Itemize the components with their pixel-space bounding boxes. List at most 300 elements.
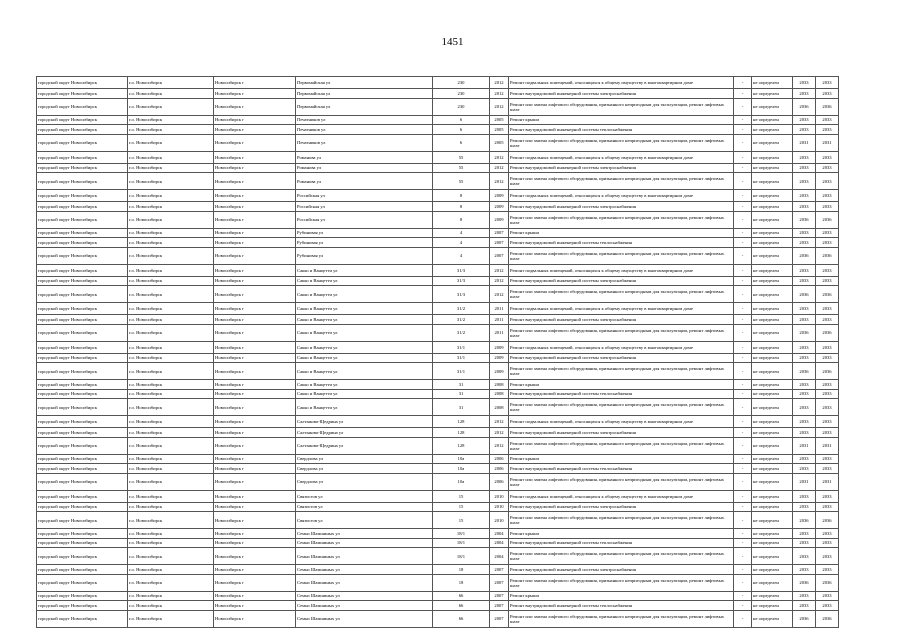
cell-work-type: Ремонт внутридомовой инженерной системы электроснабжения (509, 565, 734, 575)
table-row (37, 380, 839, 390)
cell-cost: не определен (752, 601, 793, 611)
cell-city: Новосибирск г (214, 211, 296, 228)
cell-build-year: 2012 (490, 173, 509, 190)
cell-house-number: 6 (433, 125, 490, 135)
cell-dash: - (734, 529, 752, 539)
cell-cost: не определен (752, 286, 793, 303)
cell-end-year: 2036 (816, 363, 839, 380)
cell-city: Новосибирск г (214, 389, 296, 399)
cell-plan-year: 2031 (793, 473, 816, 490)
cell-end-year: 2033 (816, 464, 839, 474)
cell-house-number: 15 (433, 512, 490, 529)
cell-dash: - (734, 380, 752, 390)
cell-work-type: Ремонт подвальных помещений, относящихся к общему имуществу в многоквартирном доме (509, 151, 734, 163)
cell-settlement: г.о. Новосибирск (128, 363, 214, 380)
table-row (37, 303, 839, 315)
cell-settlement: г.о. Новосибирск (128, 247, 214, 264)
cell-house-number: 6 (433, 134, 490, 151)
cell-cost: не определен (752, 512, 793, 529)
cell-dash: - (734, 315, 752, 325)
cell-dash: - (734, 286, 752, 303)
cell-cost: не определен (752, 565, 793, 575)
cell-city: Новосибирск г (214, 276, 296, 286)
cell-settlement: г.о. Новосибирск (128, 115, 214, 125)
cell-house-number: 55 (433, 173, 490, 190)
cell-house-number: 31/3 (433, 264, 490, 276)
cell-district: городской округ Новосибирск (37, 454, 128, 464)
cell-end-year: 2031 (816, 134, 839, 151)
cell-build-year: 2004 (490, 529, 509, 539)
cell-plan-year: 2033 (793, 529, 816, 539)
cell-city: Новосибирск г (214, 502, 296, 512)
cell-district: городской округ Новосибирск (37, 125, 128, 135)
table-row (37, 286, 839, 303)
cell-district: городской округ Новосибирск (37, 238, 128, 248)
cell-work-type: Ремонт внутридомовой инженерной системы электроснабжения (509, 202, 734, 212)
table-row (37, 228, 839, 238)
cell-work-type: Ремонт внутридомовой инженерной системы теплоснабжения (509, 601, 734, 611)
cell-district: городской округ Новосибирск (37, 276, 128, 286)
table-row (37, 416, 839, 428)
cell-city: Новосибирск г (214, 115, 296, 125)
cell-end-year: 2033 (816, 341, 839, 353)
cell-plan-year: 2033 (793, 601, 816, 611)
cell-settlement: г.о. Новосибирск (128, 502, 214, 512)
cell-street: Связистов ул (296, 512, 433, 529)
cell-street: Семьи Шамшиных ул (296, 574, 433, 591)
cell-cost: не определен (752, 454, 793, 464)
cell-end-year: 2033 (816, 264, 839, 276)
cell-end-year: 2033 (816, 151, 839, 163)
cell-district: городской округ Новосибирск (37, 591, 128, 601)
cell-build-year: 2004 (490, 538, 509, 548)
cell-plan-year: 2033 (793, 341, 816, 353)
cell-house-number: 18/1 (433, 538, 490, 548)
cell-street: Сакко и Ванцетти ул (296, 389, 433, 399)
cell-house-number: 10а (433, 464, 490, 474)
cell-street: Салтыкова-Щедрина ул (296, 428, 433, 438)
cell-dash: - (734, 151, 752, 163)
cell-district: городской округ Новосибирск (37, 389, 128, 399)
cell-district: городской округ Новосибирск (37, 163, 128, 173)
cell-build-year: 2005 (490, 134, 509, 151)
cell-settlement: г.о. Новосибирск (128, 134, 214, 151)
cell-cost: не определен (752, 211, 793, 228)
cell-cost: не определен (752, 428, 793, 438)
table-row (37, 264, 839, 276)
cell-district: городской округ Новосибирск (37, 151, 128, 163)
cell-dash: - (734, 134, 752, 151)
cell-city: Новосибирск г (214, 574, 296, 591)
cell-build-year: 2010 (490, 490, 509, 502)
cell-plan-year: 2033 (793, 502, 816, 512)
cell-settlement: г.о. Новосибирск (128, 512, 214, 529)
cell-house-number: 31 (433, 380, 490, 390)
cell-street: Сакко и Ванцетти ул (296, 353, 433, 363)
cell-city: Новосибирск г (214, 610, 296, 627)
cell-house-number: 18 (433, 565, 490, 575)
cell-work-type: Ремонт или замена лифтового оборудования, признанного непригодным для эксплуатации, ремонт лифтовых шахт (509, 437, 734, 454)
cell-dash: - (734, 173, 752, 190)
cell-work-type: Ремонт подвальных помещений, относящихся к общему имуществу в многоквартирном доме (509, 264, 734, 276)
cell-city: Новосибирск г (214, 548, 296, 565)
cell-district: городской округ Новосибирск (37, 353, 128, 363)
cell-district: городской округ Новосибирск (37, 315, 128, 325)
table-row (37, 548, 839, 565)
cell-city: Новосибирск г (214, 454, 296, 464)
cell-district: городской округ Новосибирск (37, 380, 128, 390)
cell-end-year: 2033 (816, 454, 839, 464)
cell-settlement: г.о. Новосибирск (128, 303, 214, 315)
cell-build-year: 2004 (490, 548, 509, 565)
cell-build-year: 2012 (490, 264, 509, 276)
cell-street: Салтыкова-Щедрина ул (296, 437, 433, 454)
cell-end-year: 2036 (816, 286, 839, 303)
cell-dash: - (734, 341, 752, 353)
cell-house-number: 31/3 (433, 276, 490, 286)
cell-settlement: г.о. Новосибирск (128, 437, 214, 454)
cell-end-year: 2033 (816, 502, 839, 512)
cell-house-number: 15 (433, 490, 490, 502)
cell-settlement: г.о. Новосибирск (128, 190, 214, 202)
cell-dash: - (734, 125, 752, 135)
cell-city: Новосибирск г (214, 125, 296, 135)
cell-end-year: 2033 (816, 276, 839, 286)
cell-cost: не определен (752, 77, 793, 89)
cell-dash: - (734, 77, 752, 89)
cell-work-type: Ремонт внутридомовой инженерной системы электроснабжения (509, 428, 734, 438)
cell-build-year: 2005 (490, 115, 509, 125)
cell-end-year: 2033 (816, 389, 839, 399)
table-row (37, 574, 839, 591)
table-row (37, 238, 839, 248)
cell-cost: не определен (752, 163, 793, 173)
page-number: 1451 (441, 36, 464, 48)
cell-end-year: 2033 (816, 565, 839, 575)
cell-dash: - (734, 247, 752, 264)
cell-work-type: Ремонт крыши (509, 115, 734, 125)
cell-build-year: 2010 (490, 502, 509, 512)
cell-city: Новосибирск г (214, 247, 296, 264)
cell-cost: не определен (752, 437, 793, 454)
cell-district: городской округ Новосибирск (37, 437, 128, 454)
cell-cost: не определен (752, 115, 793, 125)
cell-plan-year: 2036 (793, 211, 816, 228)
cell-end-year: 2036 (816, 211, 839, 228)
cell-street: Свердлова ул (296, 473, 433, 490)
cell-work-type: Ремонт крыши (509, 454, 734, 464)
cell-city: Новосибирск г (214, 315, 296, 325)
cell-work-type: Ремонт крыши (509, 228, 734, 238)
cell-build-year: 2012 (490, 163, 509, 173)
cell-cost: не определен (752, 89, 793, 99)
cell-district: городской округ Новосибирск (37, 610, 128, 627)
cell-house-number: 31 (433, 399, 490, 416)
cell-city: Новосибирск г (214, 601, 296, 611)
cell-settlement: г.о. Новосибирск (128, 202, 214, 212)
cell-street: Романова ул (296, 163, 433, 173)
cell-street: Семьи Шамшиных ул (296, 610, 433, 627)
cell-street: Первомайская ул (296, 89, 433, 99)
cell-settlement: г.о. Новосибирск (128, 315, 214, 325)
cell-city: Новосибирск г (214, 353, 296, 363)
cell-build-year: 2006 (490, 473, 509, 490)
cell-work-type: Ремонт или замена лифтового оборудования, признанного непригодным для эксплуатации, ремонт лифтовых шахт (509, 247, 734, 264)
cell-house-number: 66 (433, 591, 490, 601)
table-row (37, 163, 839, 173)
cell-city: Новосибирск г (214, 380, 296, 390)
table-row (37, 151, 839, 163)
cell-work-type: Ремонт внутридомовой инженерной системы электроснабжения (509, 502, 734, 512)
cell-dash: - (734, 473, 752, 490)
cell-settlement: г.о. Новосибирск (128, 264, 214, 276)
cell-dash: - (734, 303, 752, 315)
cell-settlement: г.о. Новосибирск (128, 454, 214, 464)
cell-dash: - (734, 353, 752, 363)
cell-dash: - (734, 610, 752, 627)
cell-street: Связистов ул (296, 490, 433, 502)
cell-build-year: 2012 (490, 276, 509, 286)
cell-city: Новосибирск г (214, 565, 296, 575)
cell-dash: - (734, 437, 752, 454)
cell-settlement: г.о. Новосибирск (128, 464, 214, 474)
cell-dash: - (734, 389, 752, 399)
cell-build-year: 2007 (490, 610, 509, 627)
cell-street: Первомайская ул (296, 77, 433, 89)
cell-street: Семьи Шамшиных ул (296, 538, 433, 548)
cell-plan-year: 2033 (793, 389, 816, 399)
cell-house-number: 15 (433, 502, 490, 512)
cell-district: городской округ Новосибирск (37, 341, 128, 353)
cell-work-type: Ремонт или замена лифтового оборудования, признанного непригодным для эксплуатации, ремонт лифтовых шахт (509, 399, 734, 416)
cell-cost: не определен (752, 529, 793, 539)
table-row (37, 490, 839, 502)
cell-plan-year: 2033 (793, 163, 816, 173)
table-row (37, 276, 839, 286)
cell-end-year: 2031 (816, 473, 839, 490)
cell-plan-year: 2033 (793, 228, 816, 238)
cell-house-number: 230 (433, 89, 490, 99)
cell-build-year: 2011 (490, 324, 509, 341)
cell-settlement: г.о. Новосибирск (128, 610, 214, 627)
cell-work-type: Ремонт внутридомовой инженерной системы теплоснабжения (509, 238, 734, 248)
table-row (37, 538, 839, 548)
cell-settlement: г.о. Новосибирск (128, 341, 214, 353)
cell-build-year: 2012 (490, 77, 509, 89)
cell-house-number: 55 (433, 163, 490, 173)
cell-end-year: 2033 (816, 399, 839, 416)
cell-end-year: 2033 (816, 416, 839, 428)
cell-street: Печатников ул (296, 134, 433, 151)
cell-build-year: 2012 (490, 286, 509, 303)
cell-street: Российская ул (296, 190, 433, 202)
cell-district: городской округ Новосибирск (37, 228, 128, 238)
cell-build-year: 2012 (490, 437, 509, 454)
cell-dash: - (734, 399, 752, 416)
cell-district: городской округ Новосибирск (37, 202, 128, 212)
cell-cost: не определен (752, 490, 793, 502)
cell-plan-year: 2033 (793, 353, 816, 363)
cell-end-year: 2033 (816, 303, 839, 315)
cell-cost: не определен (752, 399, 793, 416)
cell-cost: не определен (752, 363, 793, 380)
cell-plan-year: 2033 (793, 428, 816, 438)
cell-cost: не определен (752, 574, 793, 591)
cell-district: городской округ Новосибирск (37, 363, 128, 380)
cell-dash: - (734, 574, 752, 591)
cell-end-year: 2033 (816, 490, 839, 502)
cell-district: городской округ Новосибирск (37, 264, 128, 276)
cell-city: Новосибирск г (214, 286, 296, 303)
table-row (37, 353, 839, 363)
table-row (37, 428, 839, 438)
cell-work-type: Ремонт крыши (509, 529, 734, 539)
cell-city: Новосибирск г (214, 529, 296, 539)
cell-street: Печатников ул (296, 125, 433, 135)
table-row (37, 389, 839, 399)
cell-dash: - (734, 211, 752, 228)
cell-work-type: Ремонт внутридомовой инженерной системы теплоснабжения (509, 538, 734, 548)
cell-build-year: 2012 (490, 428, 509, 438)
cell-city: Новосибирск г (214, 190, 296, 202)
table-row (37, 115, 839, 125)
cell-end-year: 2033 (816, 77, 839, 89)
cell-build-year: 2006 (490, 454, 509, 464)
cell-house-number: 18 (433, 574, 490, 591)
cell-city: Новосибирск г (214, 77, 296, 89)
cell-end-year: 2033 (816, 591, 839, 601)
cell-settlement: г.о. Новосибирск (128, 538, 214, 548)
cell-work-type: Ремонт или замена лифтового оборудования, признанного непригодным для эксплуатации, ремонт лифтовых шахт (509, 548, 734, 565)
cell-street: Свердлова ул (296, 454, 433, 464)
cell-cost: не определен (752, 151, 793, 163)
cell-end-year: 2033 (816, 238, 839, 248)
table-row (37, 125, 839, 135)
cell-cost: не определен (752, 98, 793, 115)
cell-work-type: Ремонт крыши (509, 591, 734, 601)
cell-street: Сакко и Ванцетти ул (296, 264, 433, 276)
cell-work-type: Ремонт подвальных помещений, относящихся к общему имуществу в многоквартирном доме (509, 490, 734, 502)
cell-dash: - (734, 565, 752, 575)
cell-district: городской округ Новосибирск (37, 173, 128, 190)
cell-settlement: г.о. Новосибирск (128, 77, 214, 89)
cell-end-year: 2033 (816, 428, 839, 438)
cell-street: Романова ул (296, 151, 433, 163)
table-row (37, 324, 839, 341)
cell-cost: не определен (752, 341, 793, 353)
table-row (37, 202, 839, 212)
cell-build-year: 2010 (490, 512, 509, 529)
cell-district: городской округ Новосибирск (37, 464, 128, 474)
cell-city: Новосибирск г (214, 303, 296, 315)
table-row (37, 437, 839, 454)
cell-end-year: 2033 (816, 548, 839, 565)
table-row (37, 601, 839, 611)
cell-end-year: 2036 (816, 324, 839, 341)
cell-end-year: 2033 (816, 353, 839, 363)
table-row (37, 502, 839, 512)
cell-settlement: г.о. Новосибирск (128, 399, 214, 416)
cell-dash: - (734, 464, 752, 474)
cell-work-type: Ремонт или замена лифтового оборудования, признанного непригодным для эксплуатации, ремонт лифтовых шахт (509, 574, 734, 591)
cell-plan-year: 2033 (793, 202, 816, 212)
cell-district: городской округ Новосибирск (37, 512, 128, 529)
cell-cost: не определен (752, 538, 793, 548)
cell-plan-year: 2033 (793, 591, 816, 601)
cell-work-type: Ремонт внутридомовой инженерной системы теплоснабжения (509, 389, 734, 399)
cell-plan-year: 2036 (793, 98, 816, 115)
cell-build-year: 2007 (490, 565, 509, 575)
cell-dash: - (734, 324, 752, 341)
table-row (37, 77, 839, 89)
cell-end-year: 2033 (816, 115, 839, 125)
cell-dash: - (734, 363, 752, 380)
cell-house-number: 31/1 (433, 363, 490, 380)
cell-settlement: г.о. Новосибирск (128, 324, 214, 341)
cell-dash: - (734, 416, 752, 428)
cell-street: Свердлова ул (296, 464, 433, 474)
cell-city: Новосибирск г (214, 264, 296, 276)
cell-house-number: 66 (433, 601, 490, 611)
cell-settlement: г.о. Новосибирск (128, 89, 214, 99)
cell-cost: не определен (752, 190, 793, 202)
cell-end-year: 2036 (816, 512, 839, 529)
cell-build-year: 2007 (490, 247, 509, 264)
cell-cost: не определен (752, 125, 793, 135)
cell-settlement: г.о. Новосибирск (128, 473, 214, 490)
cell-house-number: 230 (433, 77, 490, 89)
cell-city: Новосибирск г (214, 538, 296, 548)
cell-district: городской округ Новосибирск (37, 416, 128, 428)
cell-settlement: г.о. Новосибирск (128, 565, 214, 575)
cell-street: Сакко и Ванцетти ул (296, 324, 433, 341)
cell-city: Новосибирск г (214, 490, 296, 502)
cell-plan-year: 2033 (793, 315, 816, 325)
cell-end-year: 2033 (816, 89, 839, 99)
cell-city: Новосибирск г (214, 163, 296, 173)
cell-build-year: 2009 (490, 202, 509, 212)
cell-settlement: г.о. Новосибирск (128, 416, 214, 428)
cell-city: Новосибирск г (214, 151, 296, 163)
cell-settlement: г.о. Новосибирск (128, 163, 214, 173)
cell-cost: не определен (752, 548, 793, 565)
cell-plan-year: 2033 (793, 125, 816, 135)
cell-build-year: 2007 (490, 591, 509, 601)
document-sheet (36, 76, 839, 628)
cell-end-year: 2033 (816, 380, 839, 390)
cell-work-type: Ремонт внутридомовой инженерной системы теплоснабжения (509, 464, 734, 474)
cell-city: Новосибирск г (214, 437, 296, 454)
table-row (37, 134, 839, 151)
cell-city: Новосибирск г (214, 464, 296, 474)
cell-build-year: 2007 (490, 601, 509, 611)
cell-end-year: 2033 (816, 202, 839, 212)
cell-house-number: 66 (433, 610, 490, 627)
cell-settlement: г.о. Новосибирск (128, 276, 214, 286)
table-row (37, 591, 839, 601)
cell-district: городской округ Новосибирск (37, 247, 128, 264)
cell-end-year: 2036 (816, 247, 839, 264)
cell-cost: не определен (752, 202, 793, 212)
cell-build-year: 2009 (490, 190, 509, 202)
cell-settlement: г.о. Новосибирск (128, 98, 214, 115)
table-row (37, 529, 839, 539)
cell-cost: не определен (752, 228, 793, 238)
cell-end-year: 2031 (816, 437, 839, 454)
cell-build-year: 2008 (490, 389, 509, 399)
cell-cost: не определен (752, 315, 793, 325)
cell-settlement: г.о. Новосибирск (128, 574, 214, 591)
